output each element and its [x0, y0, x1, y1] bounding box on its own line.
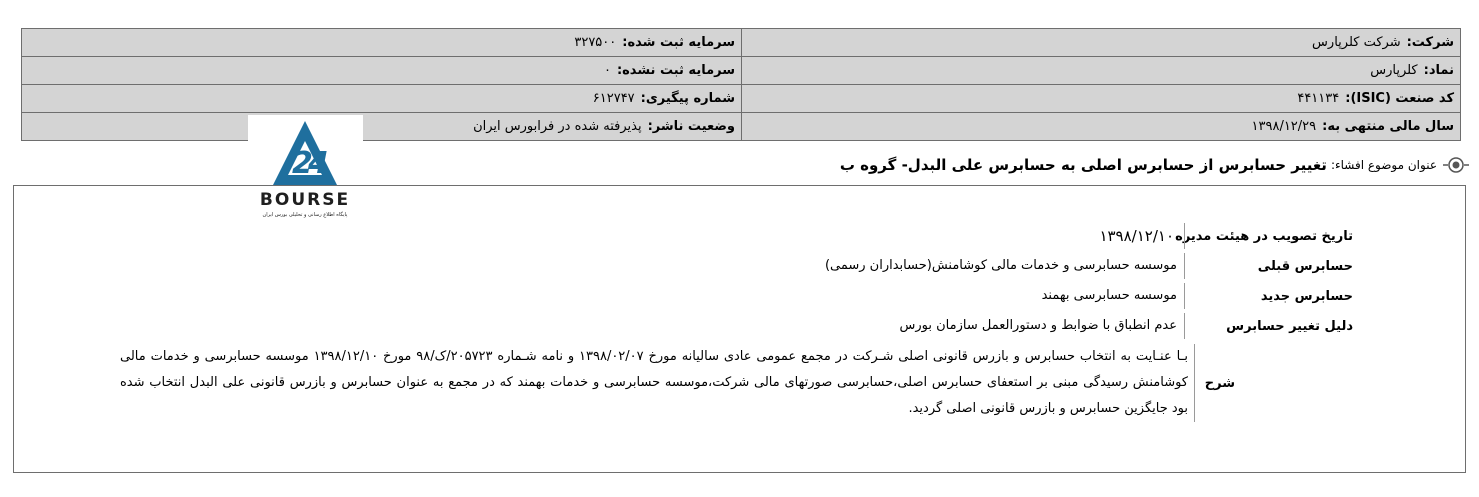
- disclosure-subject: [840, 152, 1469, 178]
- change-reason-row: [900, 312, 1354, 340]
- unregistered-capital-label: سرمایه ثبت نشده:: [616, 63, 735, 78]
- isic-label: کد صنعت (ISIC):: [1345, 91, 1454, 106]
- subject-title: تغییر حسابرس از حسابرس اصلی به حسابرس علی البدل- گروه ب: [839, 156, 1327, 174]
- symbol-value: کلرپارس: [1370, 63, 1418, 78]
- logo-subtext: پایگاه اطلاع رسانی و تحلیلی بورس ایران: [262, 212, 348, 218]
- info-row: [22, 85, 1461, 113]
- svg-text:4: 4: [308, 146, 329, 181]
- tracking-number-value: ۶۱۲۷۴۷: [592, 91, 635, 106]
- logo-text: BOURSE: [259, 190, 351, 210]
- info-row: [22, 57, 1461, 85]
- new-auditor-row: [1042, 282, 1353, 310]
- previous-auditor-row: [825, 252, 1353, 280]
- board-date-value: ۱۳۹۸/۱۲/۱۰: [1099, 223, 1185, 249]
- tracking-number-cell: [22, 85, 742, 113]
- target-icon: [1443, 152, 1469, 178]
- registered-capital-value: ۳۲۷۵۰۰: [574, 35, 617, 50]
- company-cell: [742, 29, 1461, 57]
- new-auditor-value: موسسه حسابرسی بهمند: [1042, 283, 1185, 309]
- unregistered-capital-cell: [22, 57, 742, 85]
- company-value: شرکت کلرپارس: [1312, 35, 1401, 50]
- previous-auditor-label: حسابرس قبلی: [1257, 258, 1353, 274]
- symbol-cell: [742, 57, 1461, 85]
- publisher-status-cell: [22, 113, 742, 141]
- unregistered-capital-value: ۰: [603, 63, 611, 78]
- symbol-label: نماد:: [1423, 63, 1454, 78]
- company-label: شرکت:: [1406, 35, 1454, 50]
- change-reason-value: عدم انطباق با ضوابط و دستورالعمل سازمان بورس: [900, 313, 1186, 339]
- registered-capital-label: سرمایه ثبت شده:: [622, 35, 735, 50]
- svg-text:2: 2: [292, 146, 313, 181]
- publisher-status-label: وضعیت ناشر:: [647, 119, 735, 134]
- company-info-table: [21, 28, 1461, 141]
- isic-cell: [742, 85, 1461, 113]
- change-reason-label: دلیل تغییر حسابرس: [1226, 318, 1353, 334]
- fiscal-year-value: ۱۳۹۸/۱۲/۲۹: [1251, 119, 1317, 134]
- explanation-text: بـا عنـایت به انتخاب حسابرس و بازرس قانونی اصلی شـرکت در مجمع عمومی عادی سالیانه مورخ ۱۳۹۸/۰۲/۰۷ و نامه شـماره ۲۰۵۷۲۳/ک/۹۸ مورخ ۱۳۹۸/۱۲/۱۰ موسسه حسابرسی و خدمات مالی کوشامنش رسیدگی مبنی بر استعفای حسابرس اصلی،حسابرسی صورتهای مالی شرکت،موسسه حسابرسی و خدمات بهمند که در مجمع به عنوان حسابرس و بازرس قانونی علی البدل انتخاب شده بود جایگزین حسابرس و بازرس قانونی اصلی گردید.: [120, 344, 1195, 422]
- previous-auditor-value: موسسه حسابرسی و خدمات مالی کوشامنش(حسابداران رسمی): [825, 253, 1185, 279]
- info-row: [22, 29, 1461, 57]
- tracking-number-label: شماره پیگیری:: [640, 91, 735, 106]
- publisher-status-value: پذیرفته شده در فرابورس ایران: [473, 119, 642, 134]
- registered-capital-cell: [22, 29, 742, 57]
- fiscal-year-label: سال مالی منتهی به:: [1322, 119, 1454, 134]
- explanation-label: شرح: [1204, 376, 1235, 391]
- details-panel: [13, 185, 1466, 473]
- subject-label: عنوان موضوع افشاء:: [1330, 158, 1437, 172]
- info-row: [22, 113, 1461, 141]
- board-date-row: [1099, 222, 1353, 250]
- new-auditor-label: حسابرس جدید: [1260, 288, 1353, 304]
- board-date-label: تاریخ تصویب در هیئت مدیره: [1175, 228, 1353, 244]
- isic-value: ۴۴۱۱۳۴: [1297, 91, 1340, 106]
- fiscal-year-cell: [742, 113, 1461, 141]
